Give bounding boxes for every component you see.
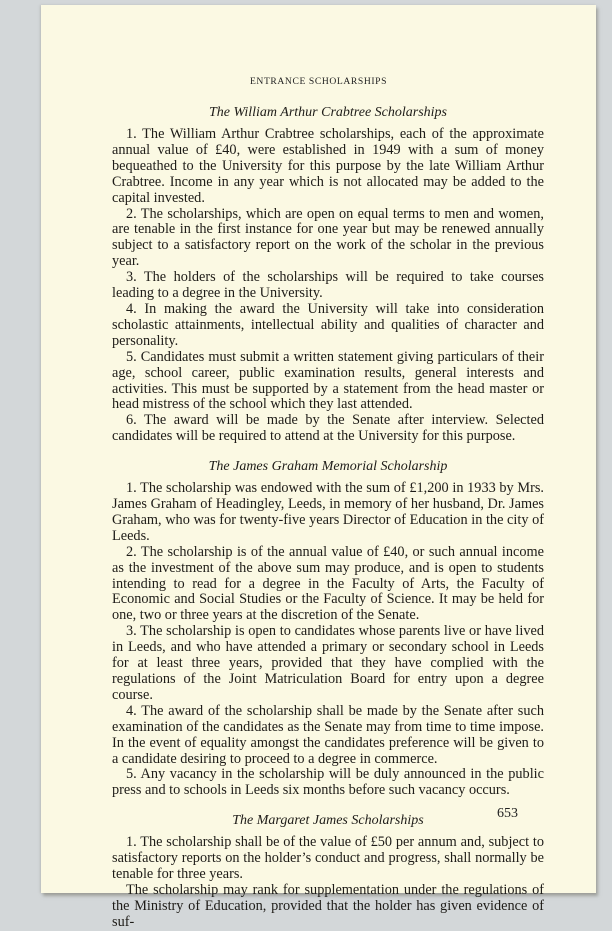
paragraph: 1. The scholarship shall be of the value of £50 per annum and, subject to satisfactory reports on the holder’s conduct and progress, shall normally be tenable for three years. — [112, 834, 544, 883]
section-crabtree-scholarships — [112, 105, 544, 445]
section-title: The William Arthur Crabtree Scholarships — [208, 105, 447, 120]
paragraph: 2. The scholarship is of the annual value of £40, or such annual income as the investment of the above sum may produce, and is open to students intending to read for a degree in the Faculty of Arts, the Faculty of Economic and Social Studies or the Faculty of Science. It may be held for one, two or three years at the discretion of the Senate. — [112, 543, 544, 624]
paragraph: 1. The William Arthur Crabtree scholarships, each of the approximate annual value of £40, were established in 1949 with a sum of money bequeathed to the University for this purpose by the late William Arthur Crabtree. Income in any year which is not allocated may be added to the capital invested. — [112, 126, 544, 206]
document-page — [41, 5, 596, 930]
page-content — [112, 105, 544, 931]
section-james-graham-memorial-scholarship — [112, 459, 544, 799]
section-title: The James Graham Memorial Scholarship — [208, 459, 448, 475]
paragraph: 1. The scholarship was endowed with the sum of £1,200 in 1933 by Mrs. James Graham of Headingley, Leeds, in memory of her husband, Dr. James Graham, who was for twenty-five years Director of Education in the city of Leeds. — [112, 480, 544, 544]
paragraph: 4. The award of the scholarship shall be made by the Senate after such examination of the candidates as the Senate may from time to time impose. In the event of equality amongst the candidates preference will be given to a candidate desiring to proceed to a degree in commerce. — [112, 702, 544, 767]
paragraph: The scholarship may rank for supplementation under the regulations of the Ministry of Education, provided that the holder has given evidence of suf- — [112, 881, 544, 930]
page-number: 653 — [497, 806, 518, 821]
section-title: The Margaret James Scholarships — [232, 813, 424, 829]
running-head: ENTRANCE SCHOLARSHIPS — [249, 76, 388, 87]
paragraph: 5. Any vacancy in the scholarship will be duly announced in the public press and to schools in Leeds six months before such vacancy occurs. — [112, 766, 544, 799]
section-margaret-james-scholarships — [112, 813, 544, 930]
paragraph: 5. Candidates must submit a written statement giving particulars of their age, school career, public examination results, general interests and activities. This must be supported by a statement from the head master or head mistress of the school which they last attended. — [112, 348, 544, 413]
paragraph: 6. The award will be made by the Senate after interview. Selected candidates will be required to attend at the University for this purpose. — [112, 412, 544, 445]
paragraph: 4. In making the award the University will take into consideration scholastic attainments, intellectual ability and qualities of character and personality. — [112, 300, 544, 349]
paragraph: 3. The holders of the scholarships will be required to take courses leading to a degree in the University. — [112, 269, 544, 302]
paragraph: 3. The scholarship is open to candidates whose parents live or have lived in Leeds, and who have attended a primary or secondary school in Leeds for at least three years, provided that they have complied with the regulations of the Joint Matriculation Board for entry upon a degree course. — [112, 623, 544, 703]
paragraph: 2. The scholarships, which are open on equal terms to men and women, are tenable in the first instance for one year but may be renewed annually subject to a satisfactory report on the work of the scholar in the previous year. — [112, 205, 544, 270]
